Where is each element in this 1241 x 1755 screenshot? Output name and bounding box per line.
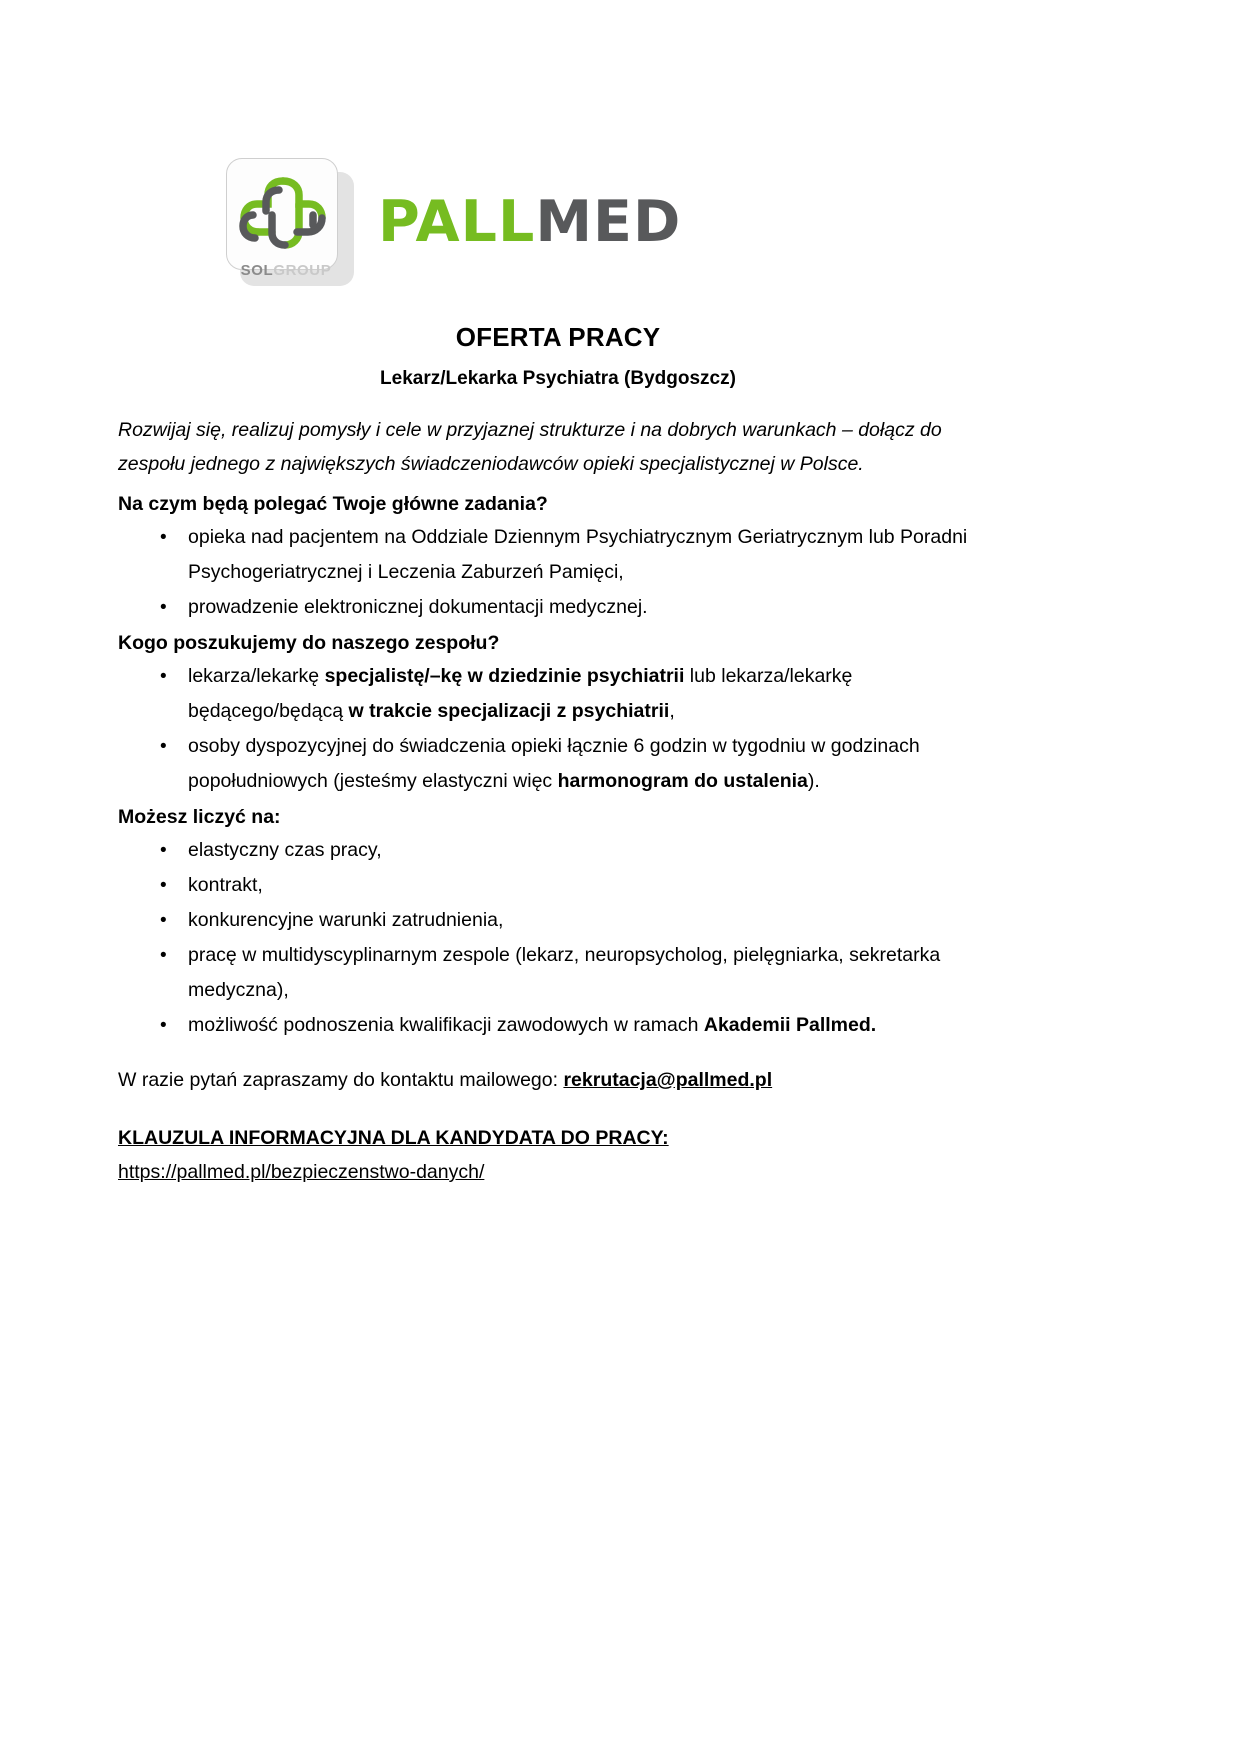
list-item: [118, 659, 1003, 729]
page-title: OFERTA PRACY: [455, 322, 661, 352]
solgroup-sol: SOL: [240, 262, 274, 279]
recruitment-email-link[interactable]: rekrutacja@pallmed.pl: [563, 1069, 773, 1091]
privacy-clause-heading: KLAUZULA INFORMACYJNA DLA KANDYDATA DO PRACY:: [118, 1127, 669, 1149]
list-item-text: lub lekarza/lekarkę będącego/będącą: [188, 665, 853, 722]
privacy-policy-link[interactable]: https://pallmed.pl/bezpieczenstwo-danych/: [118, 1161, 485, 1183]
list-item-text: opieka nad pacjentem na Oddziale Dziennym Psychiatrycznym Geriatrycznym lub Poradni Psychogeriatrycznej i Leczenia Zaburzeń Pamięci,: [188, 526, 968, 583]
emphasis-text: specjalistę/–kę w dziedzinie psychiatrii: [324, 665, 685, 687]
contact-line: [118, 1063, 1003, 1097]
sections-container: [118, 489, 1003, 1189]
list-item: [118, 868, 1003, 903]
list-item-text: ).: [807, 770, 820, 792]
section-heading: Na czym będą polegać Twoje główne zadania?: [118, 493, 548, 515]
wordmark-med: MED: [535, 189, 682, 255]
bullet-list: [118, 659, 1003, 799]
list-item: [118, 1008, 1003, 1043]
wordmark-pall: PALL: [378, 189, 536, 255]
list-item-text: kontrakt,: [188, 874, 263, 896]
page-subtitle: Lekarz/Lekarka Psychiatra (Bydgoszcz): [380, 368, 736, 389]
bullet-list: [118, 520, 1003, 625]
list-item-text: prowadzenie elektronicznej dokumentacji medycznej.: [188, 596, 648, 618]
solgroup-subwordmark: [230, 262, 342, 279]
list-item-text: pracę w multidyscyplinarnym zespole (lekarz, neuropsycholog, pielęgniarka, sekretarka medyczna),: [188, 944, 941, 1001]
emphasis-text: Akademii Pallmed.: [703, 1014, 877, 1036]
emphasis-text: harmonogram do ustalenia: [557, 770, 808, 792]
solgroup-group: GROUP: [273, 262, 332, 279]
spacer: [118, 1097, 1003, 1121]
list-item-text: elastyczny czas pracy,: [188, 839, 382, 861]
logo-card: [226, 158, 338, 270]
list-item: [118, 833, 1003, 868]
list-item-text: konkurencyjne warunki zatrudnienia,: [188, 909, 504, 931]
pallmed-wordmark: [378, 189, 682, 255]
bullet-list: [118, 833, 1003, 1043]
list-item-text: lekarza/lekarkę: [188, 665, 325, 687]
emphasis-text: w trakcie specjalizacji z psychiatrii: [348, 700, 670, 722]
pallmed-clover-mark-icon: [226, 158, 354, 286]
list-item: [118, 903, 1003, 938]
privacy-policy-url-line: [118, 1155, 1003, 1189]
list-item-text: możliwość podnoszenia kwalifikacji zawodowych w ramach: [188, 1014, 704, 1036]
intro-paragraph: Rozwijaj się, realizuj pomysły i cele w przyjaznej strukturze i na dobrych warunkach – dołącz do zespołu jednego z największych świadczeniodawców opieki specjalistycznej w Polsce.: [118, 419, 942, 475]
spacer: [118, 1046, 1003, 1063]
list-item: [118, 938, 1003, 1008]
list-item: [118, 590, 1003, 625]
list-item-text: ,: [669, 700, 675, 722]
list-item-text: osoby dyspozycyjnej do świadczenia opieki łącznie 6 godzin w tygodniu w godzinach popołudniowych (jesteśmy elastyczni więc: [188, 735, 920, 792]
section-heading: Kogo poszukujemy do naszego zespołu?: [118, 632, 500, 654]
section-heading: Możesz liczyć na:: [118, 806, 281, 828]
pallmed-logo: [226, 158, 726, 288]
contact-lead-text: W razie pytań zapraszamy do kontaktu mailowego:: [118, 1069, 564, 1091]
list-item: [118, 729, 1003, 799]
list-item: [118, 520, 1003, 590]
